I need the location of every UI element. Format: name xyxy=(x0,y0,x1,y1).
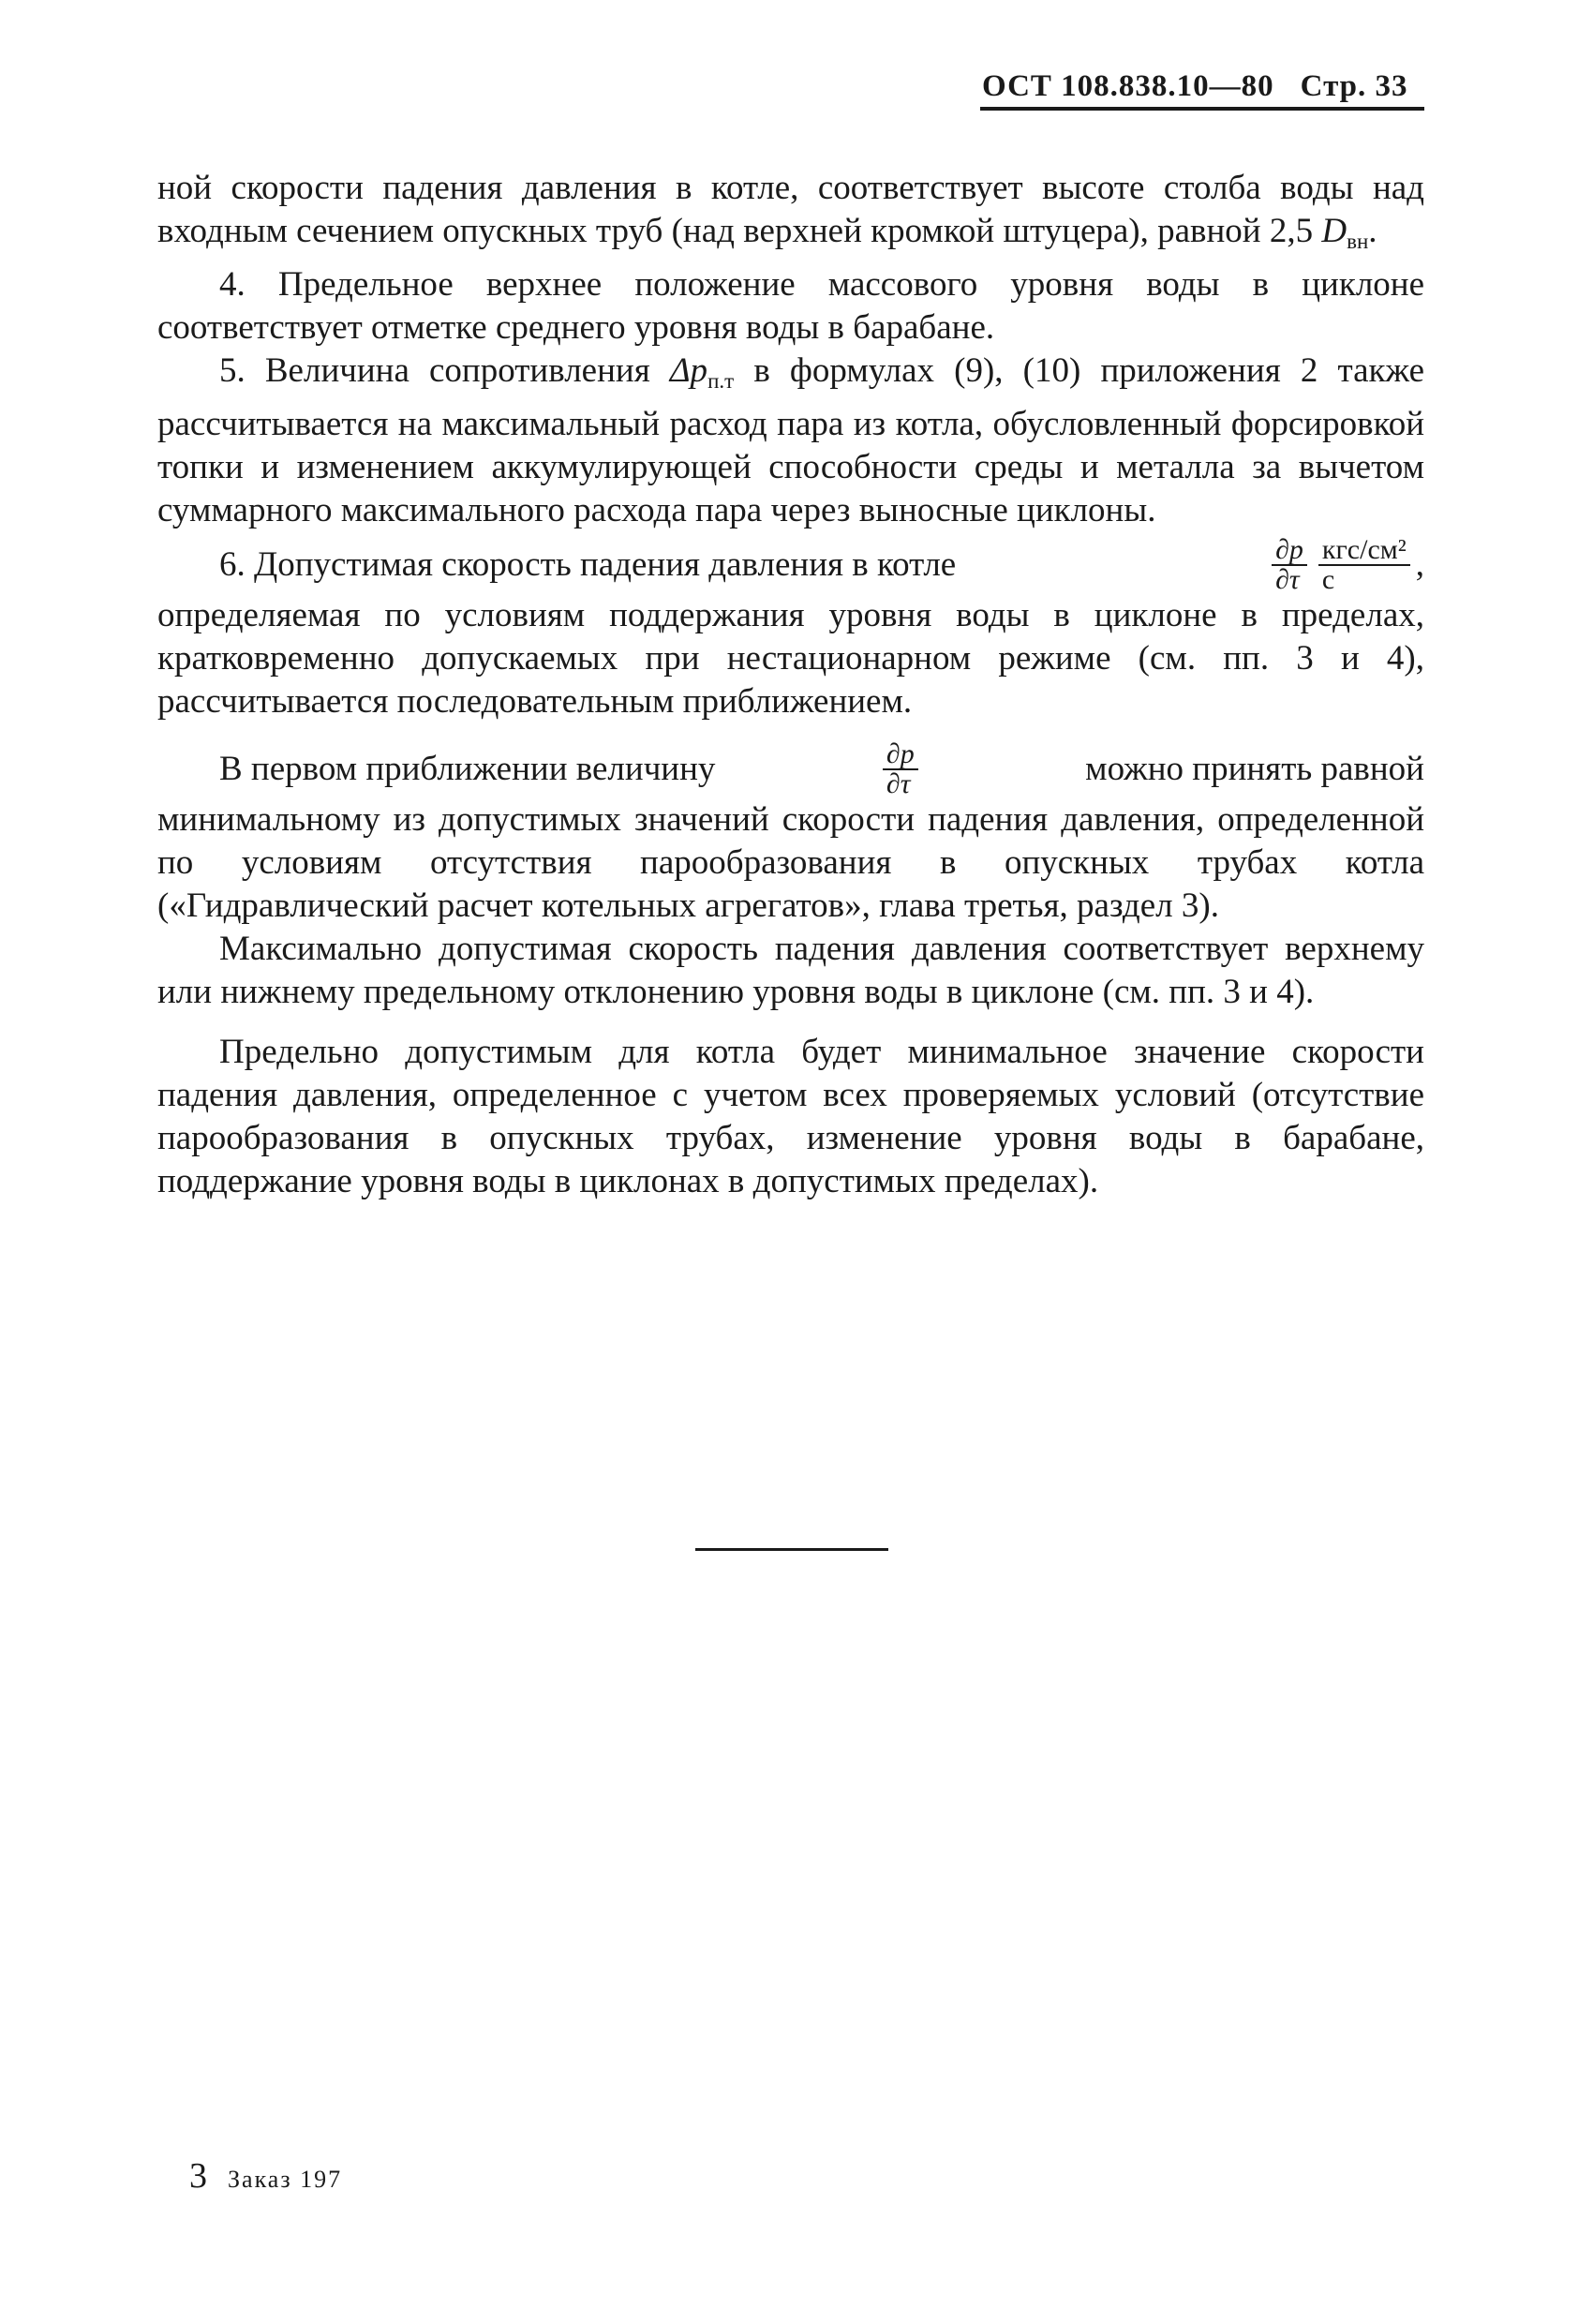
paragraph-continuation: ной скорости падения давления в котле, соответствует высоте столба воды над входным сечением опускных труб (над верхней кромкой штуцера), равной 2,5 $D_{вн}$. xyxy=(157,169,1424,253)
document-code: ОСТ 108.838.10—80 xyxy=(982,69,1274,103)
page-header xyxy=(982,69,1424,104)
section-end-rule xyxy=(695,1548,888,1551)
sheet-number: 3 xyxy=(189,2156,207,2196)
print-order: Заказ 197 xyxy=(228,2166,343,2193)
paragraph-max-rate: Максимально допустимая скорость падения давления соответствует верхнему или нижнему предельному отклонению уровня воды в циклоне (см. пп. 3 и 4). xyxy=(157,930,1424,1011)
pressure-rate-fraction: $\frac{\partial p}{\partial\tau}$ xyxy=(883,740,918,798)
paragraph-item-5: 5. Величина сопротивления $\Delta p_{п.т}$ в формулах (9), (10) приложения 2 также рассчитывается на максимальный расход пара из котла, обусловленный форсировкой топки и изменением аккумулирующей способности среды и металла за вычетом суммарного максимального расхода пара через выносные циклоны. xyxy=(157,351,1424,529)
header-rule xyxy=(980,107,1424,111)
pressure-rate-fraction: $\frac{\partial p}{\partial\tau}$ xyxy=(1272,536,1307,594)
document-body xyxy=(157,167,1424,1203)
paragraph-item-6-lead: 6. Допустимая скорость падения давления в котле $\frac{\partial p}{\partial\tau}$ $\frac{\text{кгс/см²}}{с}$ , xyxy=(219,534,1424,595)
paragraph-item-6-body: определяемая по условиям поддержания уровня воды в циклоне в пределах, кратковременно допускаемых при нестационарном режиме (см. пп. 3 и 4), рассчитывается последовательным приближением. xyxy=(157,596,1424,721)
rate-formula: $\frac{\partial p}{\partial\tau}$ $\frac{\text{кгс/см²}}{с}$ , xyxy=(1266,536,1424,594)
page-footer xyxy=(189,2155,342,2197)
paragraph-limit-rate: Предельно допустимым для котла будет минимальное значение скорости падения давления, определенное с учетом всех проверяемых условий (отсутствие парообразования в опускных трубах, изменение уровня воды в барабане, поддержание уровня воды в циклонах в допустимых пределах). xyxy=(157,1033,1424,1200)
paragraph-item-4: 4. Предельное верхнее положение массового уровня воды в циклоне соответствует отметке среднего уровня воды в барабане. xyxy=(157,265,1424,347)
page-number: Стр. 33 xyxy=(1300,69,1408,103)
unit-fraction: $\frac{\text{кгс/см²}}{с}$ xyxy=(1318,536,1410,594)
paragraph-first-approx-lead: В первом приближении величину $\frac{\partial p}{\partial\tau}$ можно принять равной xyxy=(219,738,1424,799)
paragraph-first-approx-body: минимальному из допустимых значений скорости падения давления, определенной по условиям отсутствия парообразования в опускных трубах котла («Гидравлический расчет котельных агрегатов», глава третья, раздел 3). xyxy=(157,800,1424,925)
